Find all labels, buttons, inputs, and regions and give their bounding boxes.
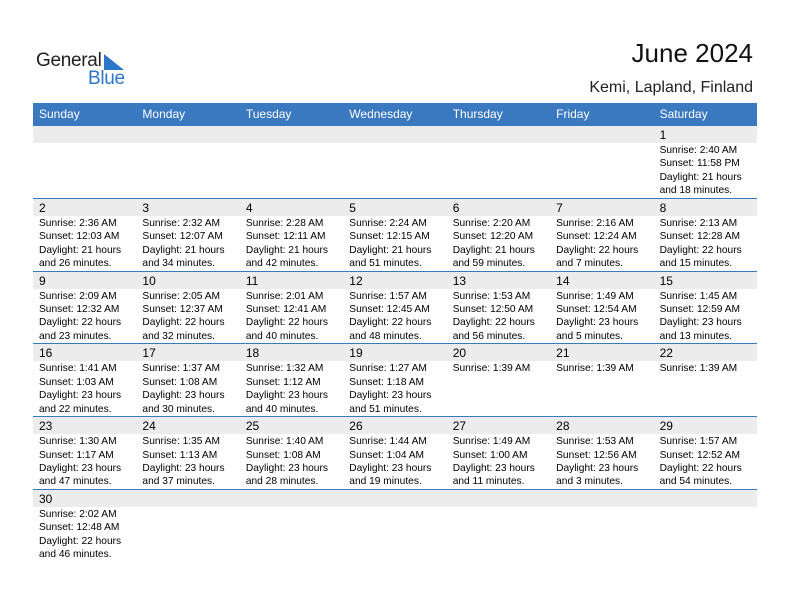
day-sun-info bbox=[453, 290, 535, 344]
sun-info-line: Daylight: 22 hours bbox=[659, 244, 742, 256]
day-number: 29 bbox=[659, 419, 673, 434]
sun-info-line: Daylight: 22 hours bbox=[39, 317, 122, 329]
sun-info-line: Sunrise: 2:24 AM bbox=[349, 217, 427, 229]
day-sun-info bbox=[453, 362, 531, 375]
day-number: 28 bbox=[556, 419, 570, 434]
day-cell bbox=[343, 417, 446, 489]
sun-info-line: and 34 minutes. bbox=[142, 258, 215, 270]
day-cell bbox=[136, 344, 239, 416]
day-cell bbox=[343, 199, 446, 271]
day-sun-info bbox=[39, 435, 121, 489]
sun-info-line: Daylight: 22 hours bbox=[659, 463, 742, 474]
day-number: 20 bbox=[452, 346, 467, 361]
day-cell bbox=[654, 126, 757, 198]
sun-info-line: Sunset: 12:07 AM bbox=[142, 231, 223, 243]
day-number: 15 bbox=[659, 273, 673, 288]
day-cell bbox=[240, 344, 343, 416]
day-cell bbox=[447, 272, 550, 344]
sun-info-line: Sunrise: 2:09 AM bbox=[39, 290, 117, 302]
day-number: 3 bbox=[142, 200, 150, 215]
day-cell bbox=[136, 199, 239, 271]
empty-day-cell bbox=[654, 490, 757, 563]
sun-info-line: Sunrise: 1:37 AM bbox=[142, 363, 221, 375]
empty-day-cell bbox=[33, 126, 136, 198]
sun-info-line: Sunset: 12:37 AM bbox=[142, 304, 223, 315]
sun-info-line: Daylight: 23 hours bbox=[245, 390, 328, 402]
sun-info-line: Sunset: 12:11 AM bbox=[245, 231, 326, 243]
empty-day-cell bbox=[550, 490, 653, 563]
sun-info-line: Sunset: 12:20 AM bbox=[452, 231, 534, 243]
day-cell bbox=[240, 272, 343, 344]
day-cell bbox=[33, 344, 136, 416]
sun-info-line: Sunrise: 2:36 AM bbox=[39, 217, 117, 229]
sun-info-line: Daylight: 23 hours bbox=[349, 390, 432, 402]
day-sun-info bbox=[39, 508, 121, 562]
sun-info-line: Daylight: 21 hours bbox=[452, 244, 535, 256]
sun-info-line: Sunrise: 1:39 AM bbox=[556, 363, 634, 375]
calendar-week bbox=[33, 199, 757, 272]
weekday-monday: Monday bbox=[142, 107, 186, 121]
sun-info-line: Sunset: 1:08 AM bbox=[245, 449, 321, 461]
logo-text-blue: Blue bbox=[88, 68, 125, 89]
sun-info-line: Daylight: 23 hours bbox=[556, 317, 639, 329]
sun-info-line: Daylight: 22 hours bbox=[349, 317, 432, 329]
sun-info-line: and 19 minutes. bbox=[349, 476, 422, 488]
day-band bbox=[654, 199, 757, 216]
logo bbox=[36, 50, 136, 90]
sun-info-line: Sunset: 12:03 AM bbox=[39, 231, 120, 243]
sun-info-line: and 28 minutes. bbox=[245, 476, 319, 488]
day-number: 21 bbox=[556, 346, 570, 361]
sun-info-line: and 51 minutes. bbox=[349, 403, 422, 415]
day-number: 23 bbox=[39, 419, 53, 434]
calendar-week bbox=[33, 417, 757, 490]
sun-info-line: and 32 minutes. bbox=[142, 330, 215, 342]
day-band bbox=[33, 126, 136, 143]
day-number: 9 bbox=[39, 273, 46, 288]
sun-info-line: Daylight: 23 hours bbox=[39, 463, 122, 474]
sun-info-line: Daylight: 23 hours bbox=[556, 463, 639, 474]
day-cell bbox=[33, 199, 136, 271]
sun-info-line: Sunset: 1:18 AM bbox=[349, 376, 425, 388]
empty-day-cell bbox=[447, 126, 550, 198]
sun-info-line: Sunset: 1:17 AM bbox=[39, 449, 114, 461]
sun-info-line: and 22 minutes. bbox=[39, 403, 112, 415]
day-number: 16 bbox=[39, 346, 53, 361]
day-band bbox=[447, 126, 550, 143]
day-sun-info bbox=[39, 290, 121, 344]
sun-info-line: Sunset: 12:56 AM bbox=[556, 449, 637, 461]
sun-info-line: Sunrise: 2:20 AM bbox=[452, 217, 531, 229]
sun-info-line: Sunrise: 1:53 AM bbox=[556, 436, 634, 448]
day-cell bbox=[654, 272, 757, 344]
day-number: 17 bbox=[142, 346, 156, 361]
weekday-header bbox=[33, 103, 757, 126]
day-number: 11 bbox=[245, 273, 259, 288]
sun-info-line: Sunset: 1:08 AM bbox=[142, 376, 218, 388]
sun-info-line: Daylight: 23 hours bbox=[39, 390, 122, 402]
sun-info-line: Daylight: 21 hours bbox=[349, 244, 432, 256]
sun-info-line: Sunset: 12:24 AM bbox=[556, 231, 637, 243]
day-cell bbox=[136, 272, 239, 344]
calendar-grid bbox=[33, 103, 757, 563]
calendar-week bbox=[33, 490, 757, 563]
empty-day-cell bbox=[343, 490, 446, 563]
day-number: 25 bbox=[245, 419, 260, 434]
sun-info-line: Daylight: 22 hours bbox=[556, 244, 639, 256]
day-cell bbox=[240, 417, 343, 489]
sun-info-line: Sunrise: 1:45 AM bbox=[659, 290, 738, 302]
day-cell bbox=[550, 344, 653, 416]
sun-info-line: and 23 minutes. bbox=[39, 330, 112, 342]
day-sun-info bbox=[660, 144, 742, 198]
day-sun-info bbox=[246, 362, 328, 416]
sun-info-line: Sunrise: 2:01 AM bbox=[245, 290, 324, 302]
calendar-location: Kemi, Lapland, Finland bbox=[589, 79, 753, 96]
day-sun-info bbox=[660, 217, 742, 271]
sun-info-line: Sunrise: 1:57 AM bbox=[659, 436, 738, 448]
empty-day-cell bbox=[343, 126, 446, 198]
day-band bbox=[240, 490, 343, 507]
day-number: 4 bbox=[245, 200, 253, 215]
day-cell bbox=[33, 272, 136, 344]
day-sun-info bbox=[349, 362, 431, 416]
sun-info-line: and 5 minutes. bbox=[556, 330, 623, 342]
day-cell bbox=[33, 490, 136, 563]
day-cell bbox=[447, 417, 550, 489]
sun-info-line: Sunrise: 1:49 AM bbox=[556, 290, 634, 302]
sun-info-line: Daylight: 23 hours bbox=[142, 390, 225, 402]
day-sun-info bbox=[556, 217, 638, 271]
sun-info-line: Sunset: 12:41 AM bbox=[245, 304, 327, 315]
calendar-title: June 2024 bbox=[631, 38, 753, 68]
sun-info-line: Sunrise: 2:16 AM bbox=[556, 217, 634, 229]
sun-info-line: Daylight: 23 hours bbox=[659, 317, 742, 329]
weekday-tuesday: Tuesday bbox=[245, 107, 292, 121]
sun-info-line: Sunset: 1:03 AM bbox=[39, 376, 114, 388]
sun-info-line: and 30 minutes. bbox=[142, 403, 215, 415]
day-sun-info bbox=[556, 290, 638, 344]
sun-info-line: Sunrise: 1:32 AM bbox=[245, 363, 324, 375]
day-number: 24 bbox=[142, 419, 156, 434]
sun-info-line: Sunrise: 2:13 AM bbox=[659, 217, 738, 229]
day-sun-info bbox=[39, 217, 121, 271]
day-band bbox=[550, 490, 653, 507]
sun-info-line: Sunset: 12:54 AM bbox=[556, 304, 637, 315]
sun-info-line: and 11 minutes. bbox=[452, 476, 525, 488]
sun-info-line: Sunrise: 2:05 AM bbox=[142, 290, 221, 302]
sun-info-line: Daylight: 21 hours bbox=[659, 171, 742, 183]
calendar-week bbox=[33, 126, 757, 199]
sun-info-line: and 56 minutes. bbox=[452, 330, 526, 342]
sun-info-line: and 40 minutes. bbox=[245, 403, 319, 415]
sun-info-line: Sunset: 11:58 PM bbox=[659, 158, 740, 170]
sun-info-line: Daylight: 22 hours bbox=[452, 317, 535, 329]
sun-info-line: and 59 minutes. bbox=[452, 258, 526, 270]
day-cell bbox=[654, 417, 757, 489]
sun-info-line: Daylight: 23 hours bbox=[349, 463, 432, 474]
logo-text-general: General bbox=[36, 50, 102, 71]
sun-info-line: and 7 minutes. bbox=[556, 258, 623, 270]
sun-info-line: Sunrise: 1:57 AM bbox=[349, 290, 427, 302]
day-number: 7 bbox=[556, 200, 563, 215]
day-band bbox=[343, 490, 446, 507]
sun-info-line: Daylight: 22 hours bbox=[245, 317, 328, 329]
sun-info-line: and 37 minutes. bbox=[142, 476, 215, 488]
sun-info-line: Sunrise: 1:39 AM bbox=[452, 363, 531, 375]
sun-info-line: Sunset: 1:04 AM bbox=[349, 449, 425, 461]
day-band bbox=[654, 126, 757, 143]
sun-info-line: Sunrise: 1:35 AM bbox=[142, 436, 221, 448]
day-number: 18 bbox=[245, 346, 260, 361]
day-band bbox=[136, 126, 239, 143]
day-number: 2 bbox=[39, 200, 46, 215]
sun-info-line: and 47 minutes. bbox=[39, 476, 112, 488]
day-sun-info bbox=[660, 290, 742, 344]
sun-info-line: and 18 minutes. bbox=[659, 185, 733, 197]
day-cell bbox=[550, 272, 653, 344]
sun-info-line: Daylight: 22 hours bbox=[142, 317, 225, 329]
empty-day-cell bbox=[136, 126, 239, 198]
day-sun-info bbox=[556, 362, 634, 375]
sun-info-line: and 26 minutes. bbox=[39, 258, 112, 270]
day-number: 12 bbox=[349, 273, 363, 288]
day-cell bbox=[550, 417, 653, 489]
day-number: 10 bbox=[142, 273, 156, 288]
day-number: 30 bbox=[39, 491, 53, 506]
sun-info-line: Sunset: 1:12 AM bbox=[245, 376, 321, 388]
day-sun-info bbox=[349, 217, 431, 271]
day-number: 19 bbox=[349, 346, 363, 361]
day-band bbox=[550, 126, 653, 143]
day-number: 8 bbox=[659, 200, 667, 215]
day-number: 27 bbox=[452, 419, 467, 434]
sun-info-line: Daylight: 21 hours bbox=[39, 244, 122, 256]
day-sun-info bbox=[556, 435, 638, 489]
sun-info-line: Sunset: 12:48 AM bbox=[39, 522, 120, 534]
weekday-thursday: Thursday bbox=[452, 107, 503, 121]
sun-info-line: and 40 minutes. bbox=[245, 330, 319, 342]
sun-info-line: and 42 minutes. bbox=[245, 258, 319, 270]
day-band bbox=[343, 126, 446, 143]
day-band bbox=[447, 199, 550, 216]
day-cell bbox=[654, 199, 757, 271]
day-sun-info bbox=[660, 435, 742, 489]
day-band bbox=[654, 490, 757, 507]
day-cell bbox=[447, 199, 550, 271]
day-cell bbox=[343, 272, 446, 344]
day-sun-info bbox=[246, 290, 328, 344]
day-sun-info bbox=[349, 290, 431, 344]
sun-info-line: Daylight: 23 hours bbox=[142, 463, 225, 474]
day-cell bbox=[343, 344, 446, 416]
sun-info-line: Sunset: 12:32 AM bbox=[39, 304, 120, 315]
day-sun-info bbox=[453, 217, 535, 271]
sun-info-line: Sunrise: 1:49 AM bbox=[452, 436, 531, 448]
sun-info-line: Sunrise: 2:32 AM bbox=[142, 217, 221, 229]
weeks-container bbox=[33, 126, 757, 563]
sun-info-line: Sunrise: 2:40 AM bbox=[659, 145, 738, 156]
sun-info-line: Sunset: 12:45 AM bbox=[349, 304, 430, 315]
sun-info-line: and 51 minutes. bbox=[349, 258, 422, 270]
day-cell bbox=[654, 344, 757, 416]
sun-info-line: Sunrise: 1:53 AM bbox=[452, 290, 531, 302]
day-sun-info bbox=[660, 362, 738, 375]
day-cell bbox=[33, 417, 136, 489]
weekday-sunday: Sunday bbox=[39, 107, 80, 121]
day-band bbox=[240, 199, 343, 216]
day-cell bbox=[240, 199, 343, 271]
sun-info-line: Sunset: 12:28 AM bbox=[659, 231, 740, 243]
sun-info-line: Sunrise: 2:28 AM bbox=[245, 217, 324, 229]
day-number: 6 bbox=[452, 200, 460, 215]
sun-info-line: Sunrise: 1:40 AM bbox=[245, 436, 324, 448]
sun-info-line: and 54 minutes. bbox=[659, 476, 733, 488]
calendar-week bbox=[33, 344, 757, 417]
day-number: 22 bbox=[659, 346, 673, 361]
sun-info-line: Daylight: 21 hours bbox=[142, 244, 225, 256]
day-band bbox=[240, 126, 343, 143]
day-number: 5 bbox=[349, 200, 356, 215]
sun-info-line: Sunrise: 1:41 AM bbox=[39, 363, 117, 375]
sun-info-line: Sunset: 1:00 AM bbox=[452, 449, 528, 461]
day-number: 1 bbox=[659, 128, 667, 142]
sun-info-line: and 48 minutes. bbox=[349, 330, 422, 342]
weekday-saturday: Saturday bbox=[659, 107, 708, 121]
sun-info-line: Sunset: 1:13 AM bbox=[142, 449, 218, 461]
sun-info-line: Sunrise: 1:30 AM bbox=[39, 436, 117, 448]
calendar-week bbox=[33, 272, 757, 345]
day-number: 14 bbox=[556, 273, 570, 288]
day-band bbox=[447, 490, 550, 507]
day-sun-info bbox=[142, 362, 224, 416]
day-band bbox=[136, 490, 239, 507]
empty-day-cell bbox=[240, 126, 343, 198]
day-sun-info bbox=[246, 435, 328, 489]
day-band bbox=[343, 199, 446, 216]
day-band bbox=[550, 199, 653, 216]
day-sun-info bbox=[142, 217, 224, 271]
sun-info-line: Daylight: 23 hours bbox=[245, 463, 328, 474]
empty-day-cell bbox=[136, 490, 239, 563]
empty-day-cell bbox=[240, 490, 343, 563]
empty-day-cell bbox=[550, 126, 653, 198]
sun-info-line: Daylight: 23 hours bbox=[452, 463, 535, 474]
day-sun-info bbox=[246, 217, 328, 271]
day-sun-info bbox=[349, 435, 431, 489]
sun-info-line: Sunset: 12:50 AM bbox=[452, 304, 534, 315]
sun-info-line: and 15 minutes. bbox=[659, 258, 733, 270]
sun-info-line: Sunrise: 1:44 AM bbox=[349, 436, 427, 448]
sun-info-line: Sunset: 12:59 AM bbox=[659, 304, 740, 315]
day-cell bbox=[136, 417, 239, 489]
day-band bbox=[33, 272, 136, 289]
empty-day-cell bbox=[447, 490, 550, 563]
day-band bbox=[33, 199, 136, 216]
day-band bbox=[136, 199, 239, 216]
day-sun-info bbox=[142, 435, 224, 489]
day-sun-info bbox=[142, 290, 224, 344]
sun-info-line: and 3 minutes. bbox=[556, 476, 623, 488]
day-cell bbox=[550, 199, 653, 271]
sun-info-line: Sunset: 12:52 AM bbox=[659, 449, 740, 461]
weekday-wednesday: Wednesday bbox=[349, 107, 413, 121]
sun-info-line: Sunrise: 1:27 AM bbox=[349, 363, 427, 375]
day-sun-info bbox=[39, 362, 121, 416]
day-number: 26 bbox=[349, 419, 363, 434]
sun-info-line: Daylight: 22 hours bbox=[39, 535, 122, 547]
sun-info-line: Sunrise: 1:39 AM bbox=[659, 363, 738, 375]
sun-info-line: Daylight: 21 hours bbox=[245, 244, 328, 256]
sun-info-line: Sunrise: 2:02 AM bbox=[39, 508, 117, 520]
day-sun-info bbox=[453, 435, 535, 489]
day-cell bbox=[447, 344, 550, 416]
sun-info-line: Sunset: 12:15 AM bbox=[349, 231, 430, 243]
day-number: 13 bbox=[452, 273, 467, 288]
sun-info-line: and 13 minutes. bbox=[659, 330, 733, 342]
sun-info-line: and 46 minutes. bbox=[39, 549, 112, 561]
weekday-friday: Friday bbox=[556, 107, 590, 121]
